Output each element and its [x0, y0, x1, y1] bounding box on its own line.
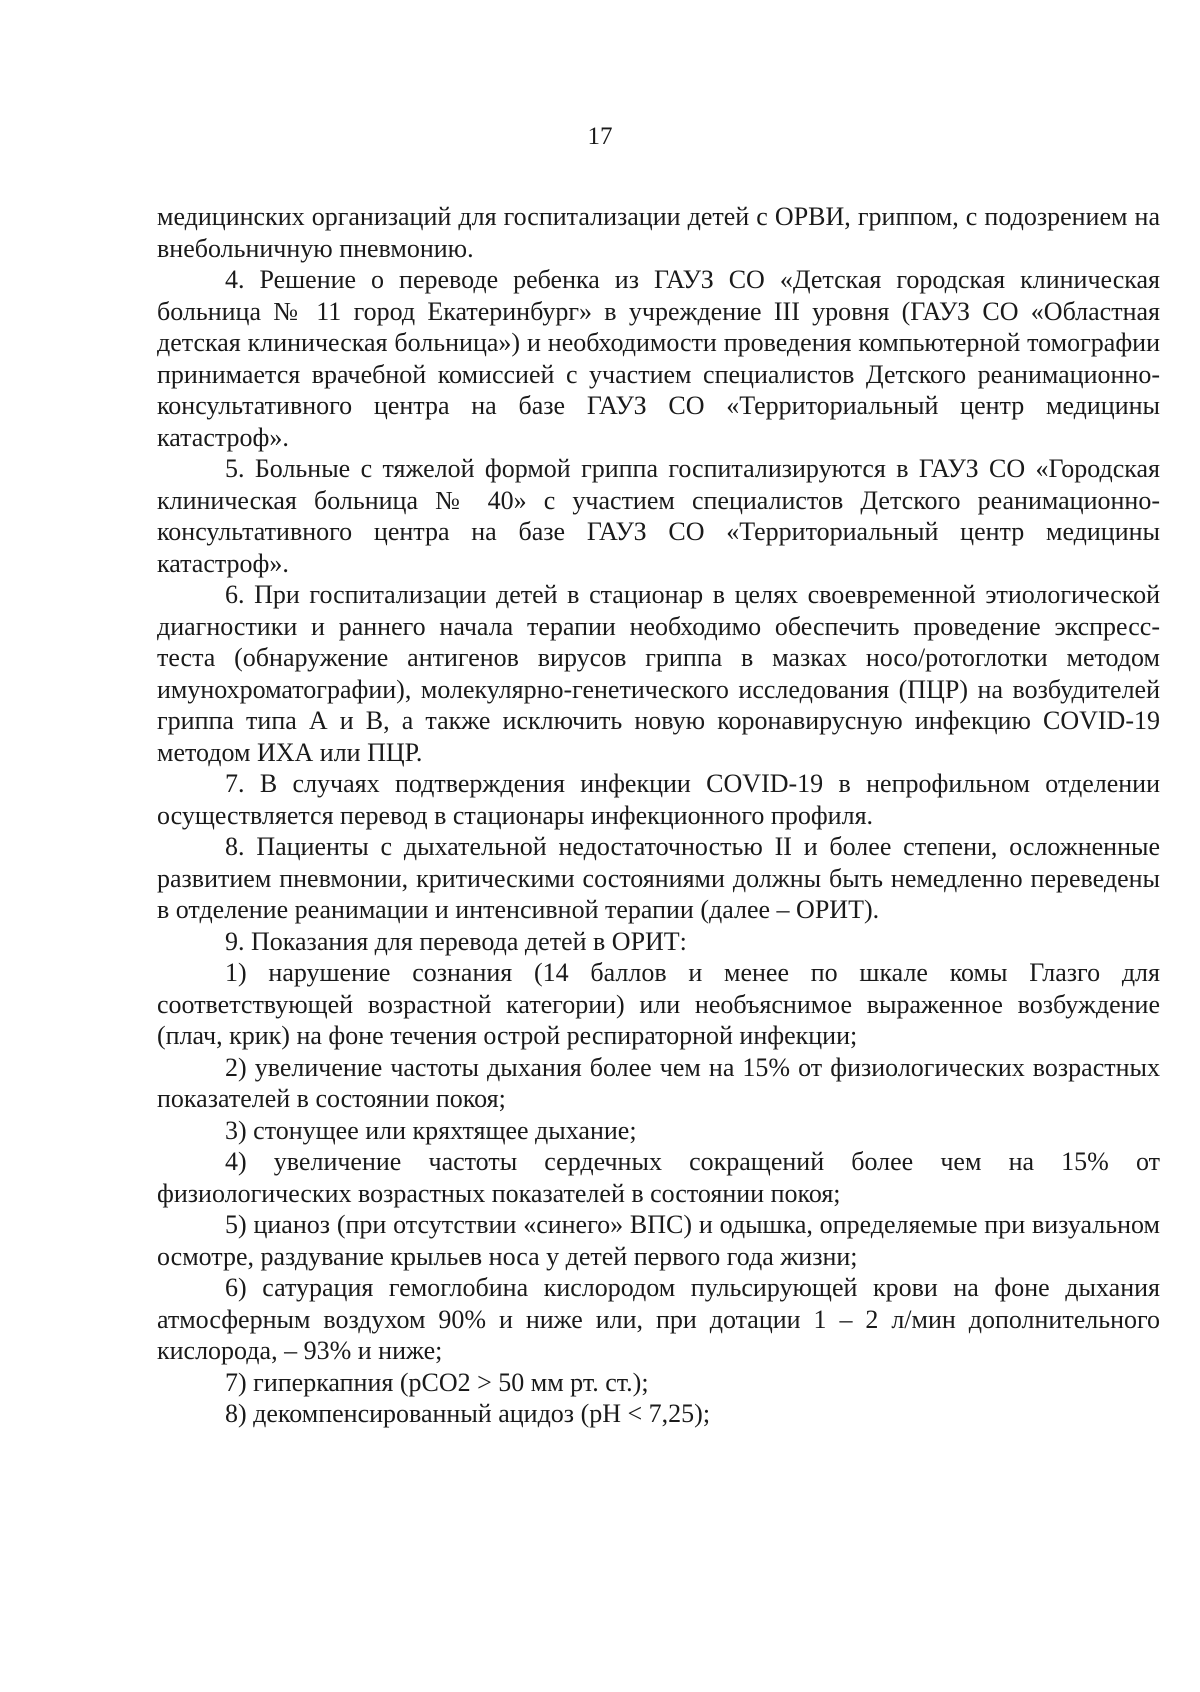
- list-item: 8) декомпенсированный ацидоз (pH < 7,25);: [225, 1399, 711, 1428]
- paragraph-9: 9. Показания для перевода детей в ОРИТ:: [225, 926, 687, 956]
- list-item: 2) увеличение частоты дыхания более чем на 15% от физиологических возрастных показателей в состоянии покоя;: [157, 1052, 1160, 1113]
- paragraph-continuation: медицинских организаций для госпитализации детей с ОРВИ, гриппом, с подозрением на внебольничную пневмонию.: [157, 202, 1160, 263]
- list-item: 6) сатурация гемоглобина кислородом пульсирующей крови на фоне дыхания атмосферным воздухом 90% и ниже или, при дотации 1 – 2 л/мин дополнительного кислорода, – 93% и ниже;: [157, 1273, 1160, 1365]
- paragraph-4: 4. Решение о переводе ребенка из ГАУЗ СО «Детская городская клиническая больница № 11 город Екатеринбург» в учреждение III уровня (ГАУЗ СО «Областная детская клиническая больница») и необходимости проведения компьютерной томографии принимается врачебной комиссией с участием специалистов Детского реанимационно-консультативного центра на базе ГАУЗ СО «Территориальный центр медицины катастроф».: [157, 265, 1160, 452]
- page-number: 17: [587, 123, 613, 150]
- paragraph-6: 6. При госпитализации детей в стационар в целях своевременной этиологической диагностики и раннего начала терапии необходимо обеспечить проведение экспресс-теста (обнаружение антигенов вирусов гриппа в мазках носо/ротоглотки методом имунохроматографии), молекулярно-генетического исследования (ПЦР) на возбудителей гриппа типа А и В, а также исключить новую коронавирусную инфекцию COVID-19 методом ИХА или ПЦР.: [157, 580, 1160, 767]
- paragraph-7: 7. В случаях подтверждения инфекции COVID-19 в непрофильном отделении осуществляется перевод в стационары инфекционного профиля.: [157, 769, 1160, 830]
- paragraph-8: 8. Пациенты с дыхательной недостаточностью II и более степени, осложненные развитием пневмонии, критическими состояниями должны быть немедленно переведены в отделение реанимации и интенсивной терапии (далее – ОРИТ).: [157, 832, 1160, 924]
- list-item: 1) нарушение сознания (14 баллов и менее по шкале комы Глазго для соответствующей возрастной категории) или необъяснимое выраженное возбуждение (плач, крик) на фоне течения острой респираторной инфекции;: [157, 958, 1160, 1050]
- paragraph-5: 5. Больные с тяжелой формой гриппа госпитализируются в ГАУЗ СО «Городская клиническая больница № 40» с участием специалистов Детского реанимационно-консультативного центра на базе ГАУЗ СО «Территориальный центр медицины катастроф».: [157, 454, 1160, 578]
- list-item: 4) увеличение частоты сердечных сокращений более чем на 15% от физиологических возрастных показателей в состоянии покоя;: [157, 1147, 1160, 1208]
- list-item: 3) стонущее или кряхтящее дыхание;: [225, 1115, 637, 1145]
- document-body: [157, 201, 1160, 1430]
- list-item: 7) гиперкапния (pCO2 > 50 мм рт. ст.);: [225, 1367, 649, 1397]
- list-item: 5) цианоз (при отсутствии «синего» ВПС) и одышка, определяемые при визуальном осмотре, раздувание крыльев носа у детей первого года жизни;: [157, 1210, 1160, 1271]
